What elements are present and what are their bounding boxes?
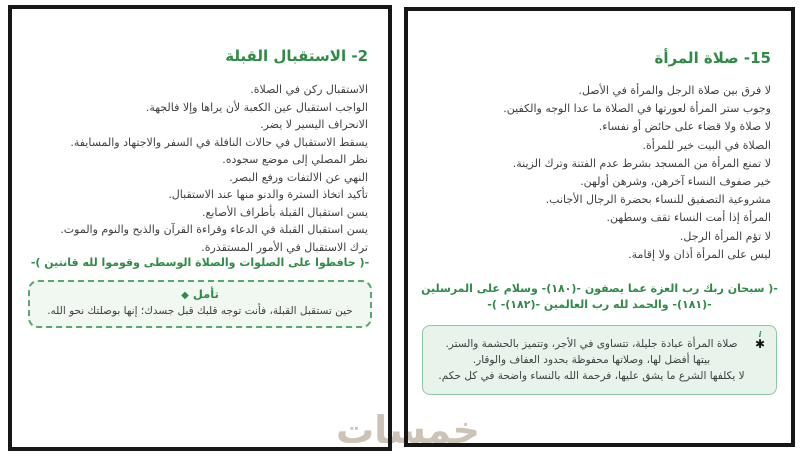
page-right: [404, 7, 795, 447]
text-line: ترك الاستقبال في الأمور المستقذرة.: [201, 240, 368, 254]
text-line: الاستقبال ركن في الصلاة.: [250, 83, 368, 96]
reflection-box: [28, 280, 372, 328]
asterisk-icon: ✱: [754, 337, 766, 351]
text-line: ليس على المرأة أذان ولا إقامة.: [628, 247, 771, 261]
reflection-box-title: [40, 287, 360, 301]
quran-verse-line: -( سبحان ربك رب العزة عما يصفون -(١٨٠)- وسلام على المرسلين: [421, 282, 778, 295]
info-i-icon: i: [758, 330, 762, 339]
text-line: يسقط الاستقبال في حالات النافلة في السفر والاجتهاد والمسايفة.: [70, 135, 368, 149]
text-line: مشروعية التصفيق للنساء بحضرة الرجال الأجانب.: [545, 193, 771, 207]
text-line: تأكيد اتخاذ السترة والدنو منها عند الاستقبال.: [168, 188, 368, 201]
page-left: [8, 5, 392, 451]
text-line: الانحراف اليسير لا يضر.: [260, 118, 368, 131]
text-line: لا فرق بين صلاة الرجل والمرأة في الأصل.: [578, 84, 771, 97]
summary-box: [422, 325, 777, 395]
text-line: النهي عن الالتفات ورفع البصر.: [229, 170, 368, 184]
text-line: وجوب ستر المرأة لعورتها في الصلاة ما عدا الوجه والكفين.: [503, 102, 771, 116]
left-page-body: [24, 81, 368, 256]
text-line: نظر المصلي إلى موضع سجوده.: [222, 153, 368, 166]
text-line: يسن استقبال القبلة بأطراف الأصابع.: [201, 205, 368, 219]
quran-verse-line: -(١٨١)- والحمد لله رب العالمين -(١٨٢)- )-: [487, 298, 712, 311]
right-page-quran-verse: [408, 281, 791, 313]
diamond-icon: ◆: [181, 290, 189, 301]
summary-line: بيتها أفضل لها، وصلاتها محفوظة بحدود العفاف والوقار.: [472, 354, 711, 366]
text-line: لا تؤم المرأة الرجل.: [679, 229, 771, 243]
text-line: يسن استقبال القبلة في الدعاء وقراءة القرآن والذبح والنوم والموت.: [60, 223, 368, 236]
text-line: لا صلاة ولا قضاء على حائض أو نفساء.: [598, 120, 771, 134]
reflection-title-text: تأمل: [192, 287, 219, 301]
summary-line: لا يكلفها الشرع ما يشق عليها، فرحمة الله بالنساء واضحة في كل حكم.: [438, 370, 745, 382]
footnote-star-icon: [753, 331, 767, 350]
right-page-body: [420, 82, 771, 264]
summary-line: صلاة المرأة عبادة جليلة، تتساوى في الأجر، وتتميز بالحشمة والستر.: [445, 338, 738, 350]
text-line: الواجب استقبال عين الكعبة لأن يراها وإلا فالجهة.: [145, 100, 368, 114]
reflection-box-text: حين تستقبل القبلة، فأنت توجه قلبك قبل جسدك؛ إنها بوصلتك نحو الله.: [47, 305, 353, 317]
text-line: الصلاة في البيت خير للمرأة.: [642, 138, 771, 152]
khamsat-watermark: خمسات: [336, 408, 480, 452]
text-line: لا تمنع المرأة من المسجد بشرط عدم الفتنة وترك الزينة.: [512, 156, 771, 170]
text-line: خير صفوف النساء آخرهن، وشرهن أولهن.: [580, 175, 771, 189]
right-page-title: 15- صلاة المرأة: [654, 49, 771, 67]
left-page-quran-verse: -( حافظوا على الصلوات والصلاة الوسطى وقوموا لله قانتين )-: [30, 256, 370, 269]
left-page-title: 2- الاستقبال القبلة: [225, 47, 368, 65]
text-line: المرأة إذا أمت النساء تقف وسطهن.: [606, 211, 771, 225]
